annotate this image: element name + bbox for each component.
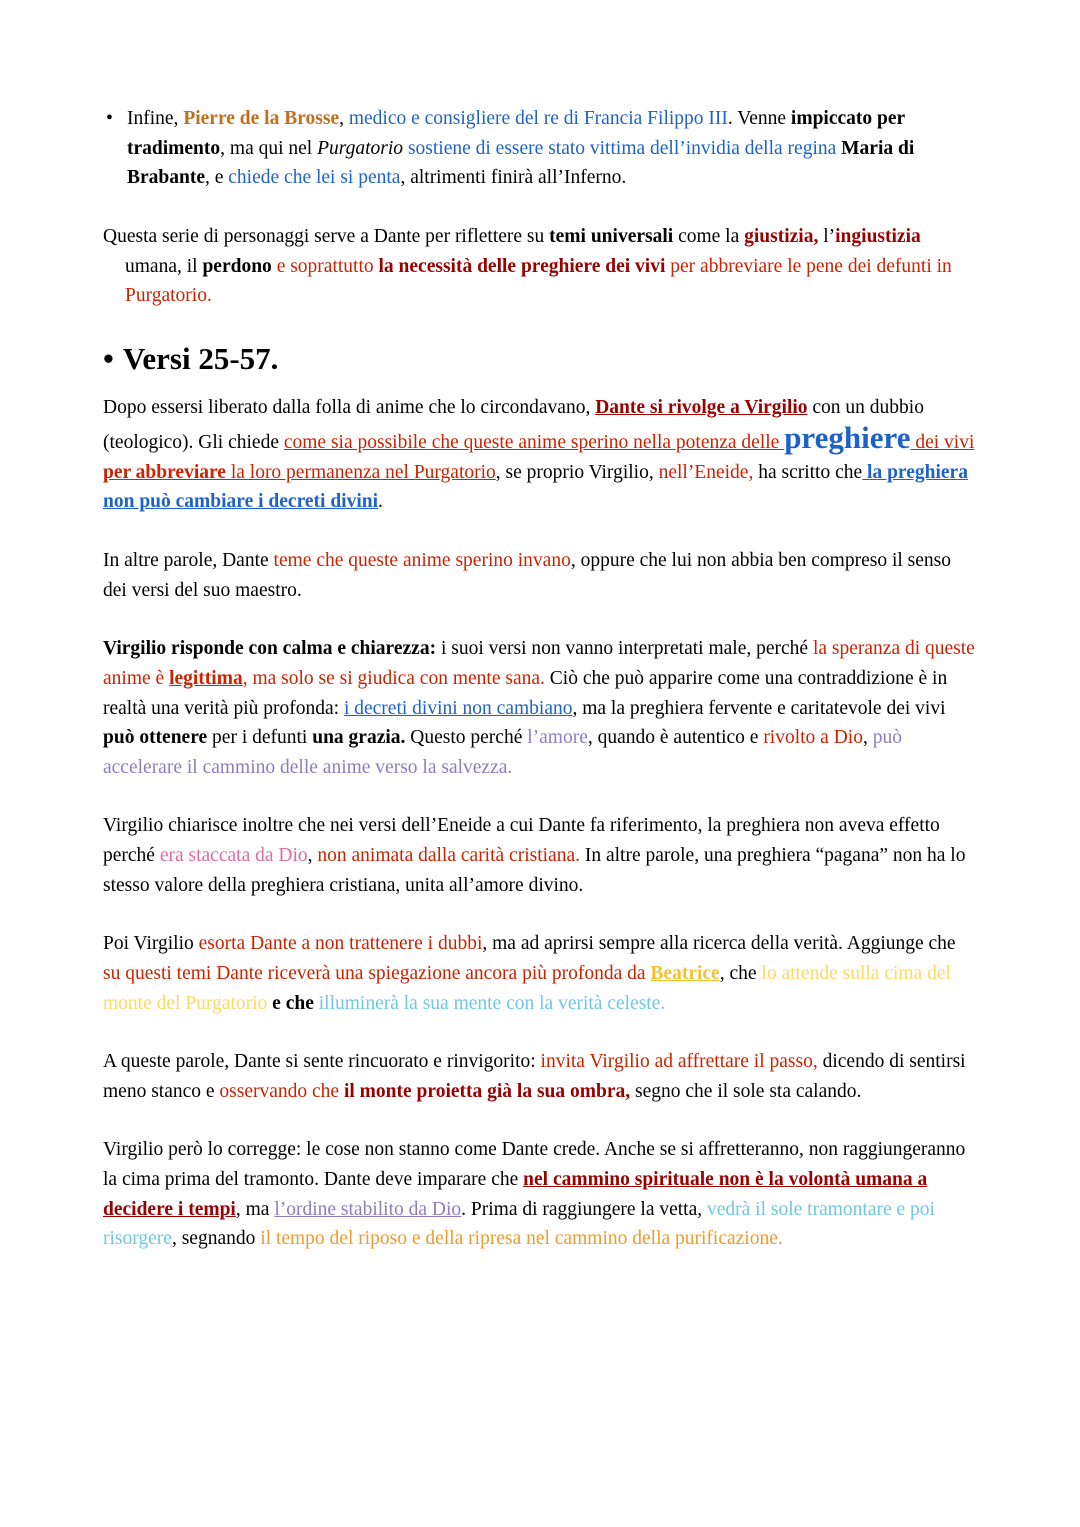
text-segment: il monte proietta già la sua ombra,	[343, 1080, 631, 1102]
text-segment: la speranza di queste anime è	[103, 638, 975, 689]
text-segment: Questo perché	[405, 727, 528, 749]
text-segment: chiede che lei si penta	[228, 167, 401, 189]
text-segment: può ottenere	[103, 727, 208, 749]
text-segment: Maria di Brabante	[127, 137, 915, 189]
text-segment: temi universali	[549, 225, 674, 247]
text-segment: Dante si rivolge a Virgilio	[595, 396, 808, 418]
text-segment: per abbreviare	[103, 461, 226, 483]
text-segment: e che	[267, 992, 319, 1014]
text-segment: , se proprio Virgilio,	[495, 461, 659, 483]
text-segment: , ma	[235, 1198, 275, 1220]
paragraph-in-altre-parole	[103, 546, 976, 605]
text-segment: osservando che	[219, 1080, 344, 1102]
text-segment: ,	[307, 845, 318, 866]
text-segment: per abbreviare le pene dei defunti in Purgatorio.	[125, 255, 952, 307]
text-segment: dei vivi	[910, 432, 975, 454]
section-heading-versi-25-57	[103, 340, 976, 379]
text-segment: , oppure che lui non abbia ben compreso il senso dei versi del suo maestro.	[103, 550, 951, 601]
text-segment: non animata dalla carità cristiana.	[317, 845, 580, 866]
text-segment: Beatrice	[650, 962, 720, 984]
text-segment: Purgatorio	[317, 137, 404, 159]
text-segment: Virgilio risponde con calma e chiarezza:	[103, 638, 437, 660]
text-segment: , quando è autentico e	[587, 727, 764, 749]
text-segment: umana, il	[125, 255, 203, 277]
text-segment: esorta Dante a non trattenere i dubbi	[198, 933, 483, 955]
paragraph-temi-universali	[103, 222, 976, 311]
bullet-item-pierre-de-la-brosse	[103, 104, 976, 193]
paragraph-dante-rincuorato	[103, 1047, 976, 1106]
bullet-list	[103, 104, 976, 193]
text-segment: . Venne	[727, 108, 791, 129]
text-segment: , ma qui nel	[220, 137, 318, 159]
text-segment: il tempo del riposo e della ripresa nel cammino della purificazione.	[260, 1228, 783, 1250]
text-segment: lo attende sulla cima del monte del Purgatorio	[103, 962, 951, 1014]
text-segment: dicendo di sentirsi meno stanco e	[103, 1051, 966, 1102]
heading-bullet: •	[103, 340, 114, 376]
text-segment: , ma la preghiera fervente e caritatevole dei vivi	[572, 697, 946, 719]
text-segment: Virgilio chiarisce inoltre che nei versi dell’Eneide a cui Dante fa riferimento, la preghiera non aveva effetto perché	[103, 815, 940, 866]
text-segment: giustizia,	[744, 225, 819, 247]
text-segment: l’ordine stabilito da Dio	[274, 1198, 462, 1220]
text-segment: In altre parole, Dante	[103, 550, 274, 571]
text-segment: l’amore	[527, 727, 588, 749]
text-segment: preghiere	[784, 420, 911, 456]
text-segment: per i defunti	[207, 727, 313, 749]
text-segment: vedrà il sole tramontare e poi risorgere	[103, 1198, 935, 1250]
text-segment: ,	[339, 108, 349, 129]
text-segment: Dopo essersi liberato dalla folla di anime che lo circondavano,	[103, 396, 596, 418]
text-segment: ingiustizia	[835, 225, 921, 247]
text-segment: nel cammino spirituale non è la volontà umana a decidere i tempi	[103, 1169, 928, 1220]
text-segment: i suoi versi non vanno interpretati male, perché	[436, 638, 813, 660]
paragraph-dubbio-teologico	[103, 393, 976, 518]
text-segment: illuminerà la sua mente con la verità celeste.	[318, 992, 666, 1014]
text-segment: l’	[818, 225, 836, 247]
text-segment: una grazia.	[312, 727, 406, 749]
text-segment: nell’Eneide,	[658, 461, 754, 483]
text-segment: ,	[862, 727, 873, 749]
text-segment: la necessità delle preghiere dei vivi	[378, 255, 666, 277]
text-segment: impiccato per tradimento	[127, 108, 905, 159]
text-segment: Virgilio però lo corregge: le cose non stanno come Dante crede. Anche se si affretteranno, non raggiungeranno la cima prima del tramonto. Dante deve imparare che	[103, 1139, 966, 1190]
text-segment: Pierre de la Brosse	[183, 108, 340, 129]
text-segment: e soprattutto	[271, 255, 379, 277]
text-segment: In altre parole, una preghiera “pagana” non ha lo stesso valore della preghiera cristiana, unita all’amore divino.	[103, 845, 966, 896]
paragraph-eneide-preghiera	[103, 811, 976, 900]
text-segment: Infine,	[127, 108, 184, 129]
text-segment: perdono	[202, 255, 272, 277]
text-segment: rivolto a Dio	[763, 727, 863, 749]
text-segment: come la	[673, 225, 745, 247]
text-segment: A queste parole, Dante si sente rincuorato e rinvigorito:	[103, 1051, 541, 1073]
text-segment: Poi Virgilio	[103, 933, 199, 955]
text-segment: . Prima di raggiungere la vetta,	[461, 1198, 707, 1220]
text-segment: medico e consigliere del re di Francia Filippo III	[348, 108, 728, 129]
text-segment: ha scritto che	[753, 461, 863, 483]
text-segment: , segnando	[171, 1228, 261, 1250]
text-segment: invita Virgilio ad affrettare il passo,	[540, 1051, 818, 1073]
text-segment: , ma ad aprirsi sempre alla ricerca della verità. Aggiunge che	[482, 933, 956, 955]
paragraph-beatrice	[103, 929, 976, 1018]
text-segment: la preghiera non può cambiare i decreti divini	[103, 461, 968, 513]
text-segment: con un dubbio (teologico). Gli chiede	[103, 396, 924, 454]
text-segment: sostiene di essere stato vittima dell’invidia della regina	[407, 137, 837, 159]
heading-text: Versi 25-57.	[122, 340, 279, 376]
text-segment: teme che queste anime sperino invano	[273, 550, 571, 571]
text-segment: segno che il sole sta calando.	[630, 1080, 862, 1102]
text-segment: i decreti divini non cambiano	[343, 697, 573, 719]
text-segment: .	[378, 491, 383, 513]
paragraph-correzione-virgilio	[103, 1135, 976, 1254]
text-segment: Questa serie di personaggi serve a Dante per riflettere su	[103, 225, 550, 247]
text-segment: , che	[719, 962, 762, 984]
text-segment: legittima	[169, 667, 243, 689]
text-segment: era staccata da Dio	[159, 845, 308, 866]
text-segment: su questi temi Dante riceverà una spiegazione ancora più profonda da	[103, 962, 651, 984]
text-segment: la loro permanenza nel Purgatorio	[225, 461, 496, 483]
text-segment: come sia possibile che queste anime sperino nella potenza delle	[283, 432, 785, 454]
text-segment: , ma solo se si giudica con mente sana.	[242, 667, 545, 689]
text-segment: , altrimenti finirà all’Inferno.	[400, 167, 627, 189]
paragraph-risposta-virgilio	[103, 634, 976, 782]
text-segment: Ciò che può apparire come una contraddizione è in realtà una verità più profonda:	[103, 667, 948, 719]
text-segment: , e	[205, 167, 229, 189]
text-segment: può accelerare il cammino delle anime verso la salvezza.	[103, 727, 902, 778]
